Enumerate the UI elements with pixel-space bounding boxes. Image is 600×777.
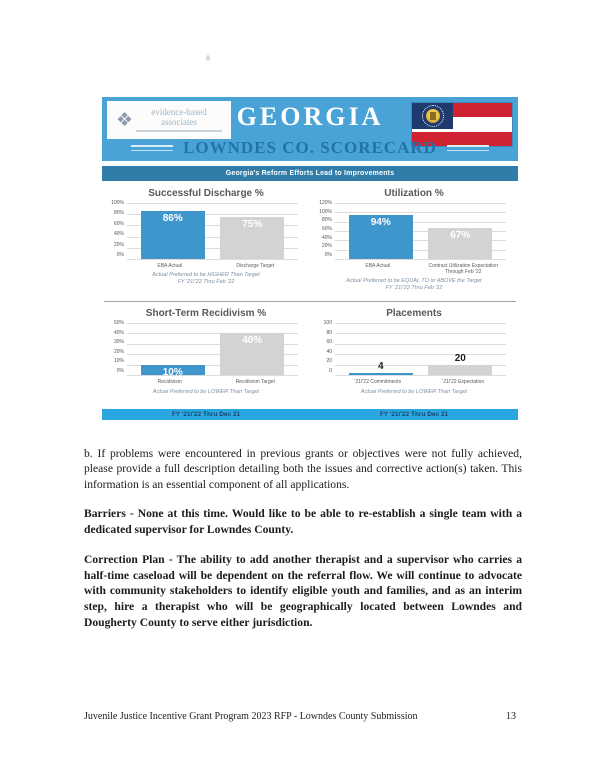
bar-value-label: 20	[454, 352, 466, 364]
bottom-bar-right-label: FY '21/'22 Thru Dec 21	[379, 411, 449, 418]
bar-eba-actual	[141, 211, 205, 259]
page-footer	[84, 711, 516, 722]
logo-line2: associates	[161, 116, 198, 127]
scorecard-subtitle-row	[102, 137, 518, 159]
x-axis-label: Discharge Target	[236, 263, 275, 269]
x-axis-labels	[335, 379, 506, 385]
chart-title: Utilization %	[384, 188, 444, 199]
x-axis-labels	[127, 263, 298, 269]
y-axis-labels: 100 80 60 40 20 0	[323, 320, 332, 374]
paragraph-item-b: b. If problems were encountered in previous grants or objectives were not fully achieved, please provide a full description detailing both the issues and corrective action(s) taken. This information is an essential component of all applications.	[84, 447, 522, 491]
x-axis-label: Recidivism Target	[235, 379, 275, 385]
page-number: 13	[506, 711, 516, 722]
bar-value-label: 67%	[450, 229, 471, 241]
paragraph-barriers: Barriers - None at this time. Would like to be able to re-establish a single team with a dedicated supervisor for Lowndes County.	[84, 507, 522, 537]
caption-preference: Actual Preferred to be LOWER Than Target	[152, 389, 260, 395]
bar--21-22-commitments	[349, 360, 413, 375]
chart-placements	[310, 301, 518, 409]
y-axis-labels: 120% 100% 80% 60% 40% 20% 0%	[319, 200, 332, 258]
bar-recidivism	[141, 365, 205, 378]
y-axis-labels: 100% 80% 60% 40% 20% 0%	[111, 200, 124, 258]
plot-wrap	[314, 200, 506, 260]
flag-seal-icon	[426, 109, 440, 123]
y-axis-labels: 50% 40% 30% 20% 10% 0%	[113, 320, 124, 374]
chart-title: Placements	[386, 308, 442, 319]
x-axis-labels	[127, 379, 298, 385]
bar-value-label: 94%	[370, 217, 391, 229]
x-axis-label: Contract Utilization Expectation Through Feb '22	[428, 263, 498, 275]
x-axis-labels	[335, 263, 506, 275]
bar-recidivism-target	[220, 333, 284, 375]
logo-line1: evidence-based	[151, 107, 207, 117]
charts-grid	[102, 181, 518, 409]
bar-value-label: 40%	[242, 335, 263, 347]
chart-short-term-recidivism	[102, 301, 310, 409]
scorecard-title: GEORGIA	[236, 102, 384, 131]
body-text	[84, 446, 522, 645]
bar-discharge-target	[220, 217, 284, 259]
plot-wrap	[106, 320, 298, 378]
scan-speck	[206, 55, 210, 61]
caption-preference: Actual Preferred to be HIGHER Than Target	[152, 272, 260, 278]
bar-value-label: 86%	[162, 212, 183, 224]
subtitle-left-rule	[131, 145, 173, 151]
scorecard-subtitle: LOWNDES CO. SCORECARD	[183, 138, 437, 157]
bar-value-label: 75%	[242, 219, 263, 230]
x-axis-label: EBA Actual	[157, 263, 183, 269]
plot-area	[335, 323, 506, 376]
plot-wrap	[314, 320, 506, 376]
caption-period: FY '21/'22 Thru Feb '22	[177, 279, 235, 285]
caption-period: FY '21/'22 Thru Feb '22	[385, 285, 443, 291]
plot-area	[127, 323, 298, 376]
plot-wrap	[106, 200, 298, 260]
plot-area	[127, 203, 298, 260]
scorecard-image	[102, 97, 518, 420]
scorecard-header	[102, 97, 518, 161]
bar-value-label: 4	[377, 360, 384, 372]
bottom-bar-left-label: FY '21/'22 Thru Dec 21	[171, 411, 241, 418]
paragraph-correction-plan: Correction Plan - The ability to add another therapist and a supervisor who carries a half-time caseload will be dependent on the referral flow. We will continue to advocate with community stakeholders to identify eligible youth and families, and as an interim step, hire a therapist who will be geographically located between Lowndes and Dougherty County to serve either jurisdiction.	[84, 552, 522, 629]
x-axis-label: '21/'22 Commitments	[354, 379, 402, 385]
x-axis-label: '21/'22 Expectation	[442, 379, 485, 385]
bar-value-label: 10%	[162, 366, 183, 378]
x-axis-label: EBA Actual	[365, 263, 391, 269]
x-axis-label: Recidivism	[157, 379, 182, 385]
footer-text: Juvenile Justice Incentive Grant Program 2023 RFP - Lowndes County Submission	[84, 711, 418, 722]
flag-canton	[412, 103, 453, 129]
plot-area	[335, 203, 506, 260]
four-diamond-cross-icon: ❖	[115, 109, 134, 131]
bar-eba-actual	[349, 215, 413, 259]
subtitle-right-rule	[447, 145, 489, 151]
caption-preference: Actual Preferred to be EQUAL TO or ABOVE the Target	[346, 278, 482, 284]
reform-banner: Georgia's Reform Efforts Lead to Improvements	[102, 166, 518, 181]
chart-title: Successful Discharge %	[148, 188, 264, 199]
caption-preference: Actual Preferred to be LOWER Than Target	[360, 389, 468, 395]
chart-utilization	[310, 181, 518, 301]
bar--21-22-expectation	[428, 352, 492, 375]
chart-title: Short-Term Recidivism %	[145, 308, 267, 319]
scorecard-bottom-bar	[102, 409, 518, 420]
bar-contract-utilization-expectation-through-feb-22	[428, 228, 492, 259]
chart-successful-discharge	[102, 181, 310, 301]
